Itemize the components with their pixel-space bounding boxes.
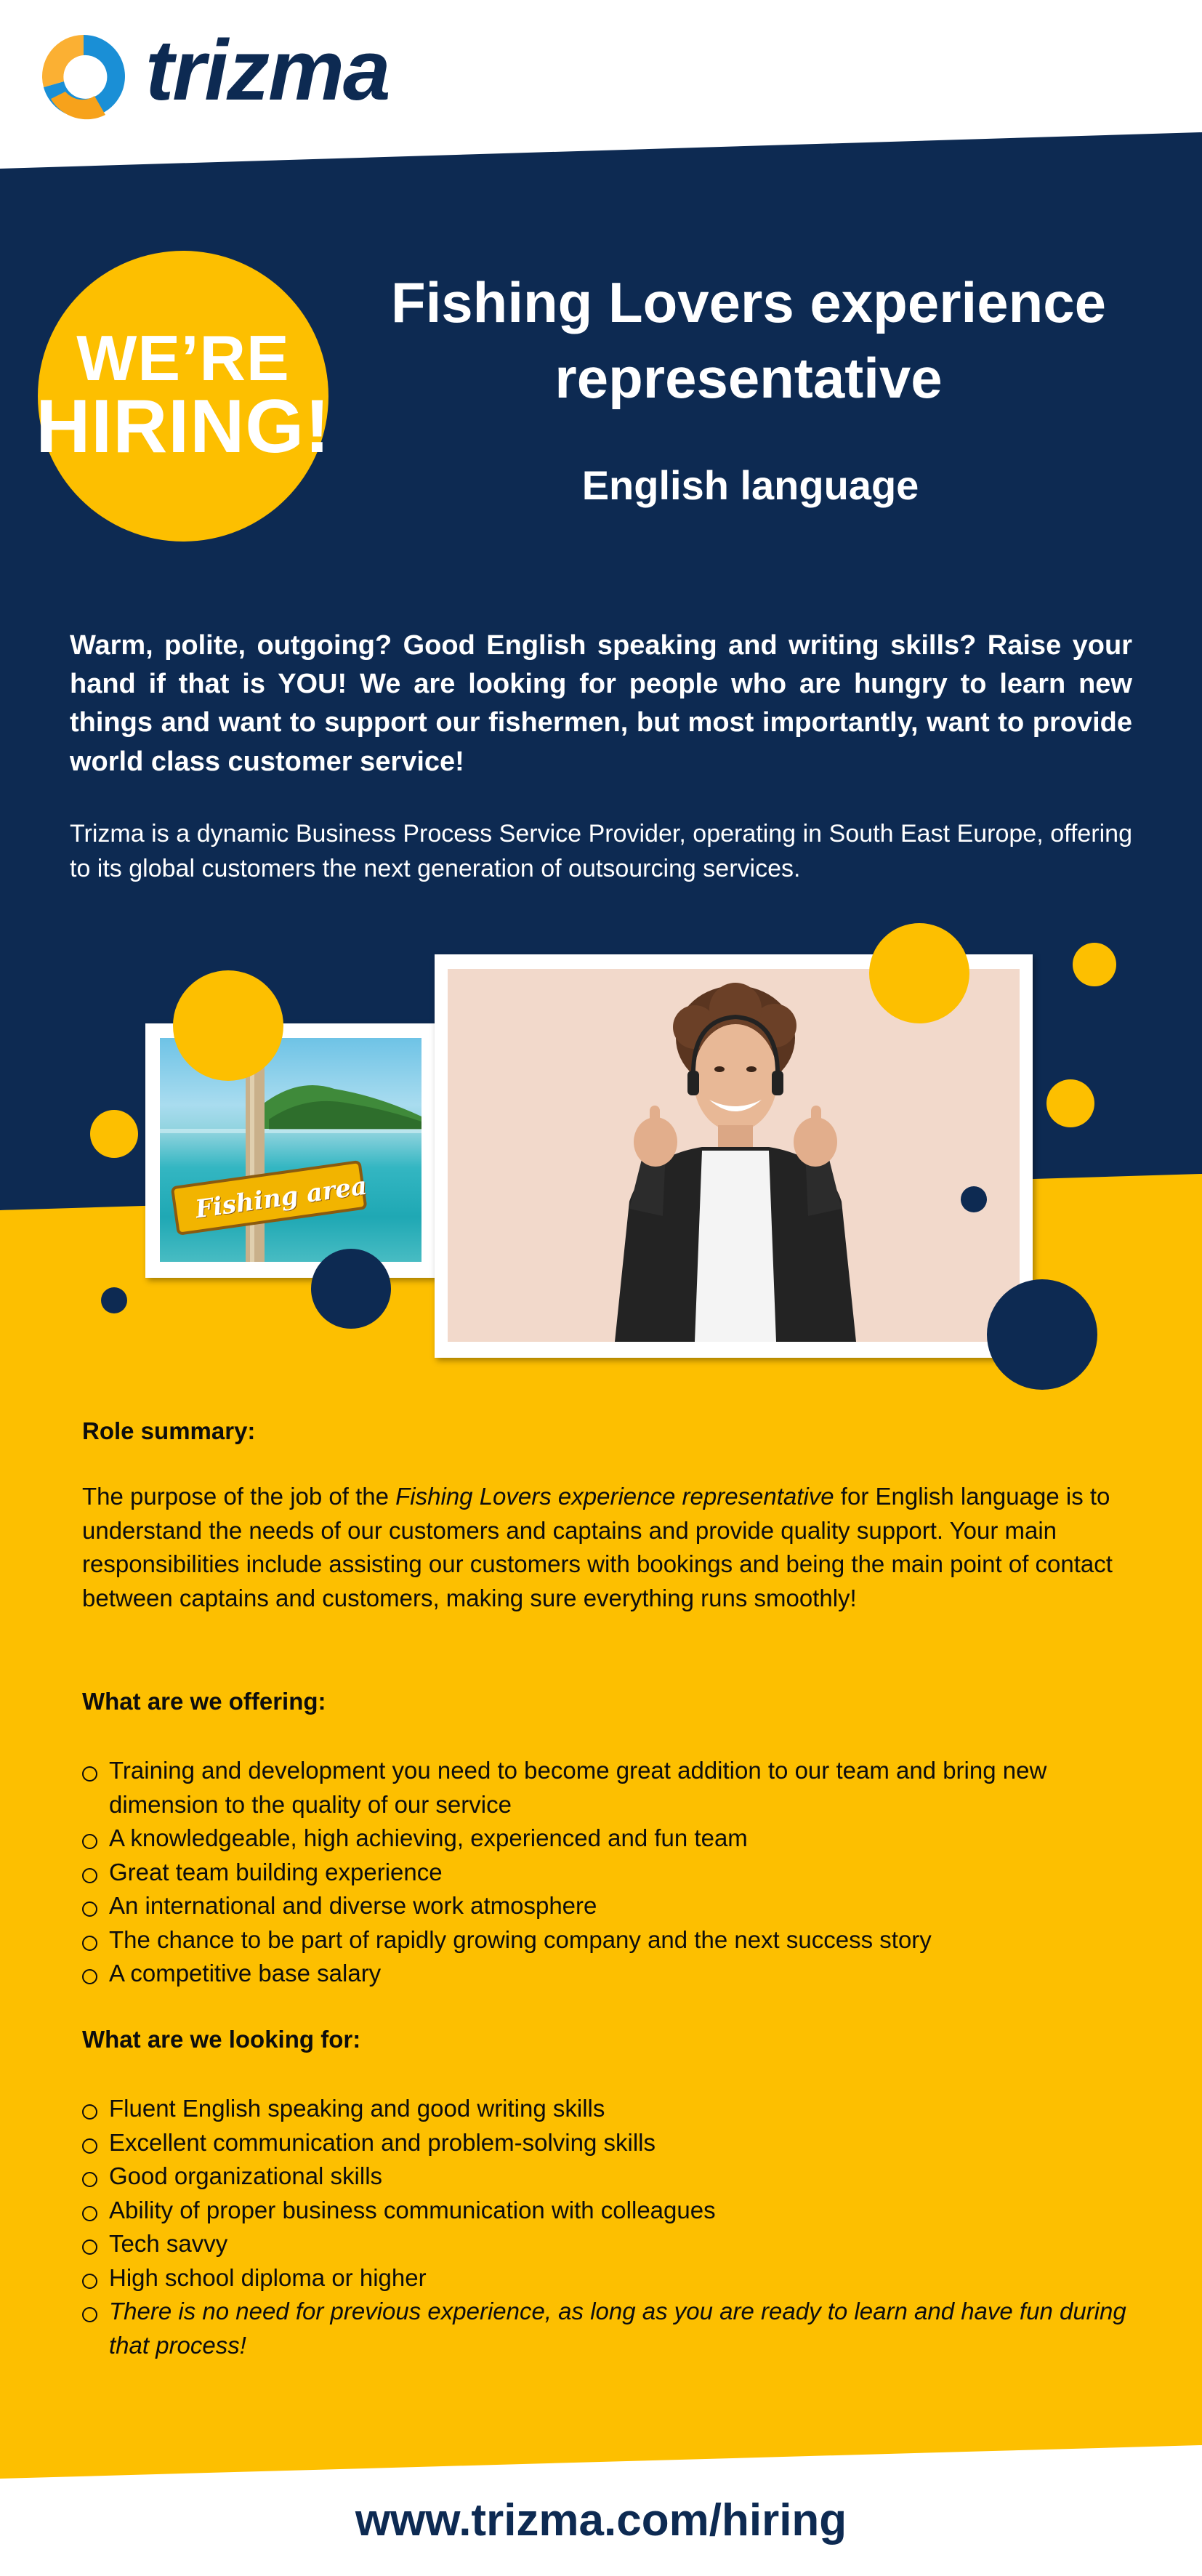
list-item: Excellent communication and problem-solving skills bbox=[82, 2126, 1129, 2160]
decor-dot-navy-large bbox=[987, 1279, 1097, 1390]
role-summary-job-title: Fishing Lovers experience representative bbox=[395, 1483, 834, 1510]
fishing-area-sign-text: Fishing area bbox=[193, 1171, 369, 1225]
intro-bold-paragraph: Warm, polite, outgoing? Good English speaking and writing skills? Raise your hand if that is YOU! We are looking for people who are hungry to learn new things and want to support our fishermen, but most importantly, want to provide world class customer service! bbox=[70, 630, 1132, 777]
offering-list bbox=[82, 1754, 1129, 1991]
decor-dot-navy-small bbox=[101, 1287, 127, 1313]
trizma-logo[interactable] bbox=[36, 22, 414, 131]
list-item: High school diploma or higher bbox=[82, 2261, 1129, 2295]
decor-dot-yellow-left bbox=[90, 1110, 138, 1158]
role-summary-text bbox=[82, 1480, 1129, 1615]
decor-dot-navy-medium bbox=[311, 1249, 391, 1329]
decor-dot-yellow-large bbox=[173, 970, 283, 1081]
list-item: A competitive base salary bbox=[82, 1957, 1129, 1991]
badge-line-1: WE’RE bbox=[76, 322, 290, 395]
person-thumbs-up-photo bbox=[448, 969, 1020, 1342]
role-summary-text-start: The purpose of the job of the bbox=[82, 1483, 396, 1510]
decor-dot-yellow-medium bbox=[869, 923, 969, 1023]
list-item: A knowledgeable, high achieving, experienced and fun team bbox=[82, 1822, 1129, 1856]
badge-line-2: HIRING! bbox=[36, 384, 331, 469]
list-item: Ability of proper business communication with colleagues bbox=[82, 2194, 1129, 2228]
looking-for-list bbox=[82, 2092, 1129, 2362]
company-description: Trizma is a dynamic Business Process Service Provider, operating in South East Europe, offering to its global customers the next generation of outsourcing services. bbox=[70, 820, 1132, 882]
hiring-badge bbox=[36, 251, 331, 542]
offering-heading: What are we offering: bbox=[82, 1688, 326, 1715]
list-item: Good organizational skills bbox=[82, 2160, 1129, 2194]
list-item: Fluent English speaking and good writing skills bbox=[82, 2092, 1129, 2126]
role-summary-heading: Role summary: bbox=[82, 1417, 256, 1444]
decor-dot-yellow-small-2 bbox=[1046, 1079, 1094, 1127]
list-item: Tech savvy bbox=[82, 2227, 1129, 2261]
looking-for-heading: What are we looking for: bbox=[82, 2026, 361, 2053]
list-item: There is no need for previous experience, as long as you are ready to learn and have fun during that process! bbox=[82, 2295, 1129, 2362]
decor-dot-yellow-small bbox=[1073, 943, 1116, 986]
list-item: An international and diverse work atmosphere bbox=[82, 1889, 1129, 1923]
list-item: Training and development you need to become great addition to our team and bring new dimension to the quality of our service bbox=[82, 1754, 1129, 1822]
job-language: English language bbox=[581, 462, 919, 508]
decor-dot-navy-tiny bbox=[961, 1186, 987, 1212]
list-item: Great team building experience bbox=[82, 1856, 1129, 1890]
hiring-website-link[interactable]: www.trizma.com/hiring bbox=[355, 2495, 847, 2545]
logo-wordmark: trizma bbox=[145, 23, 390, 118]
list-item: The chance to be part of rapidly growing company and the next success story bbox=[82, 1923, 1129, 1957]
job-title: Fishing Lovers experience representative bbox=[390, 270, 1107, 410]
role-summary-text-end: for English language is to understand the needs of our customers and captains and provide quality support. Your main responsibilities include assisting our customers with bookings and being the main point of contact between captains and customers, making sure everything runs smoothly! bbox=[82, 1483, 1113, 1611]
trizma-ring-logo-icon bbox=[36, 29, 131, 124]
